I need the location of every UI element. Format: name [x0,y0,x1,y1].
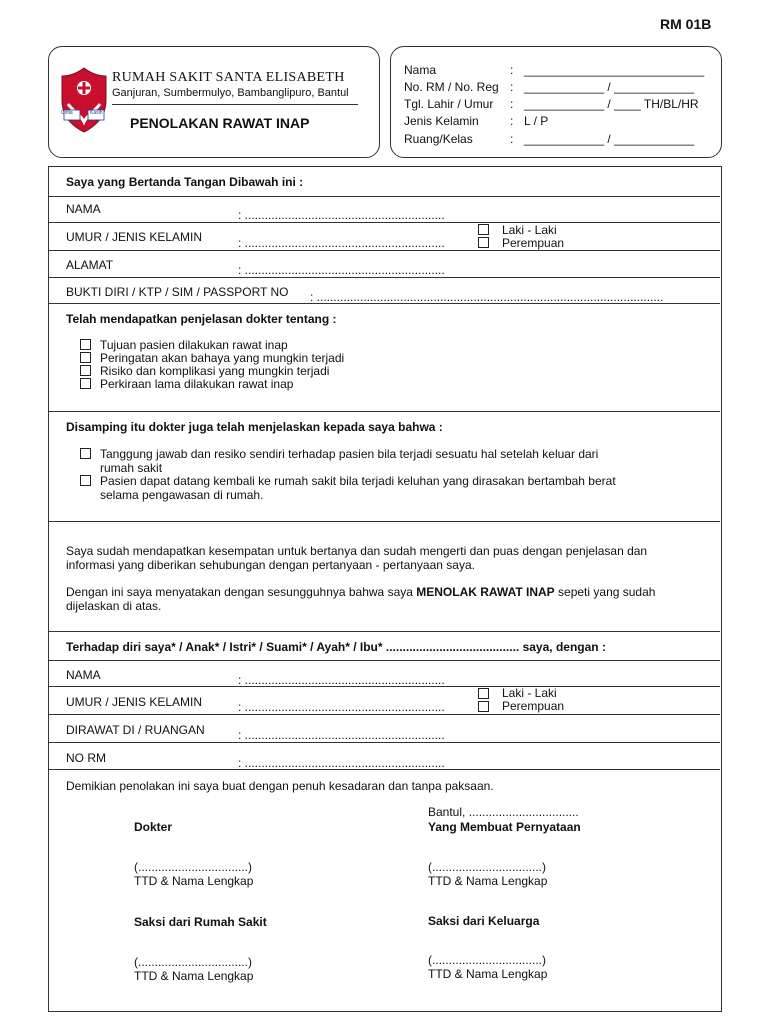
para2-line2: dijelaskan di atas. [66,599,162,613]
colon: : [510,97,514,111]
checkbox-risiko[interactable] [80,365,91,376]
label-no-rm: NO RM [66,751,106,765]
label-bukti-diri: BUKTI DIRI / KTP / SIM / PASSPORT NO [66,285,289,299]
item-risiko: Risiko dan komplikasi yang mungkin terjadi [100,364,330,378]
input-alamat[interactable]: : ............................................................ [238,263,445,277]
checkbox-perempuan-2[interactable] [478,701,489,712]
input-dirawat[interactable]: : ............................................................ [238,728,445,742]
patient-value-dob[interactable]: ____________ / ____ TH/BL/HR [524,97,699,111]
colon: : [510,114,514,128]
statement: Demikian penolakan ini saya buat dengan penuh kesadaran dan tanpa paksaan. [66,779,494,793]
para2-line1 [66,585,655,599]
label-dirawat: DIRAWAT DI / RUANGAN [66,723,205,737]
option-laki-2: Laki - Laki [502,686,557,700]
checkbox-peringatan[interactable] [80,352,91,363]
checkbox-tanggung-jawab[interactable] [80,448,91,459]
logo-text-left: Cinta [61,110,73,116]
logo-text-right: Kasih [90,110,103,116]
checkbox-perkiraan[interactable] [80,378,91,389]
witness-hospital-caption: TTD & Nama Lengkap [134,969,254,983]
place-date[interactable]: Bantul, ................................. [428,805,579,819]
label-umur-jk-2: UMUR / JENIS KELAMIN [66,695,203,709]
checkbox-laki[interactable] [478,224,489,235]
declarant-label: Yang Membuat Pernyataan [428,820,581,834]
input-no-rm[interactable]: : ............................................................ [238,756,445,770]
patient-label-rm: No. RM / No. Reg [404,80,499,94]
patient-value-gender[interactable]: L / P [524,114,549,128]
checkbox-perempuan[interactable] [478,237,489,248]
label-umur-jk: UMUR / JENIS KELAMIN [66,230,203,244]
form-title: PENOLAKAN RAWAT INAP [130,115,310,131]
declarant-sig-caption: TTD & Nama Lengkap [428,874,548,888]
patient-label-dob: Tgl. Lahir / Umur [404,97,494,111]
declarant-signature[interactable]: (.................................) [428,860,547,874]
checkbox-datang-kembali[interactable] [80,475,91,486]
section2-heading: Telah mendapatkan penjelasan dokter tentang : [66,312,337,326]
input-nama-2[interactable]: : ............................................................ [238,673,445,687]
witness-family-caption: TTD & Nama Lengkap [428,967,548,981]
checkbox-laki-2[interactable] [478,688,489,699]
option-laki: Laki - Laki [502,223,557,237]
item-tanggung-jawab-2: rumah sakit [100,461,163,475]
item-tujuan: Tujuan pasien dilakukan rawat inap [100,338,288,352]
patient-label-room: Ruang/Kelas [404,132,473,146]
section3-heading: Disamping itu dokter juga telah menjelaskan kepada saya bahwa : [66,420,443,434]
label-alamat: ALAMAT [66,258,114,272]
para1-line2: informasi yang diberikan sehubungan dengan pertanyaan - pertanyaan saya. [66,558,475,572]
para2-bold: MENOLAK RAWAT INAP [416,585,555,599]
colon: : [510,80,514,94]
section5-heading: Terhadap diri saya* / Anak* / Istri* / Suami* / Ayah* / Ibu* ........................................ saya, dengan : [66,640,606,654]
patient-value-nama[interactable]: ___________________________ [524,63,705,77]
label-nama: NAMA [66,202,101,216]
item-tanggung-jawab-1: Tanggung jawab dan resiko sendiri terhadap pasien bila terjadi sesuatu hal setelah keluar dari [100,447,599,461]
patient-value-room[interactable]: ____________ / ____________ [524,132,695,146]
item-datang-kembali-1: Pasien dapat datang kembali ke rumah sakit bila terjadi keluhan yang dirasakan bertambah berat [100,474,616,488]
colon: : [510,63,514,77]
option-perempuan-2: Perempuan [502,699,565,713]
para2-post: sepeti yang sudah [554,585,656,599]
label-nama-2: NAMA [66,668,101,682]
doctor-sig-caption: TTD & Nama Lengkap [134,874,254,888]
para1-line1: Saya sudah mendapatkan kesempatan untuk bertanya dan sudah mengerti dan puas dengan penjelasan dan [66,544,648,558]
hospital-address: Ganjuran, Sumbermulyo, Bambanglipuro, Bantul [112,87,349,99]
input-bukti-diri[interactable]: : ........................................................................................................ [310,290,664,304]
section1-heading: Saya yang Bertanda Tangan Dibawah ini : [66,175,304,189]
para2-pre: Dengan ini saya menyatakan dengan sesungguhnya bahwa saya [66,585,417,599]
form-code: RM 01B [660,16,712,32]
witness-family-signature[interactable]: (.................................) [428,953,547,967]
hospital-logo [56,64,112,136]
hospital-name: RUMAH SAKIT SANTA ELISABETH [112,70,345,85]
doctor-signature[interactable]: (.................................) [134,860,253,874]
checkbox-tujuan[interactable] [80,339,91,350]
witness-hospital-label: Saksi dari Rumah Sakit [134,915,267,929]
witness-family-label: Saksi dari Keluarga [428,914,540,928]
doctor-label: Dokter [134,820,173,834]
patient-value-rm[interactable]: ____________ / ____________ [524,80,695,94]
item-datang-kembali-2: selama pengawasan di rumah. [100,488,264,502]
patient-label-gender: Jenis Kelamin [404,114,479,128]
input-umur-jk[interactable]: : ............................................................ [238,236,445,250]
input-nama[interactable]: : ............................................................ [238,208,445,222]
input-umur-jk-2[interactable]: : ............................................................ [238,700,445,714]
patient-label-nama: Nama [404,63,437,77]
witness-hospital-signature[interactable]: (.................................) [134,955,253,969]
item-perkiraan: Perkiraan lama dilakukan rawat inap [100,377,294,391]
colon: : [510,132,514,146]
option-perempuan: Perempuan [502,236,565,250]
item-peringatan: Peringatan akan bahaya yang mungkin terjadi [100,351,345,365]
header-divider [112,104,358,105]
